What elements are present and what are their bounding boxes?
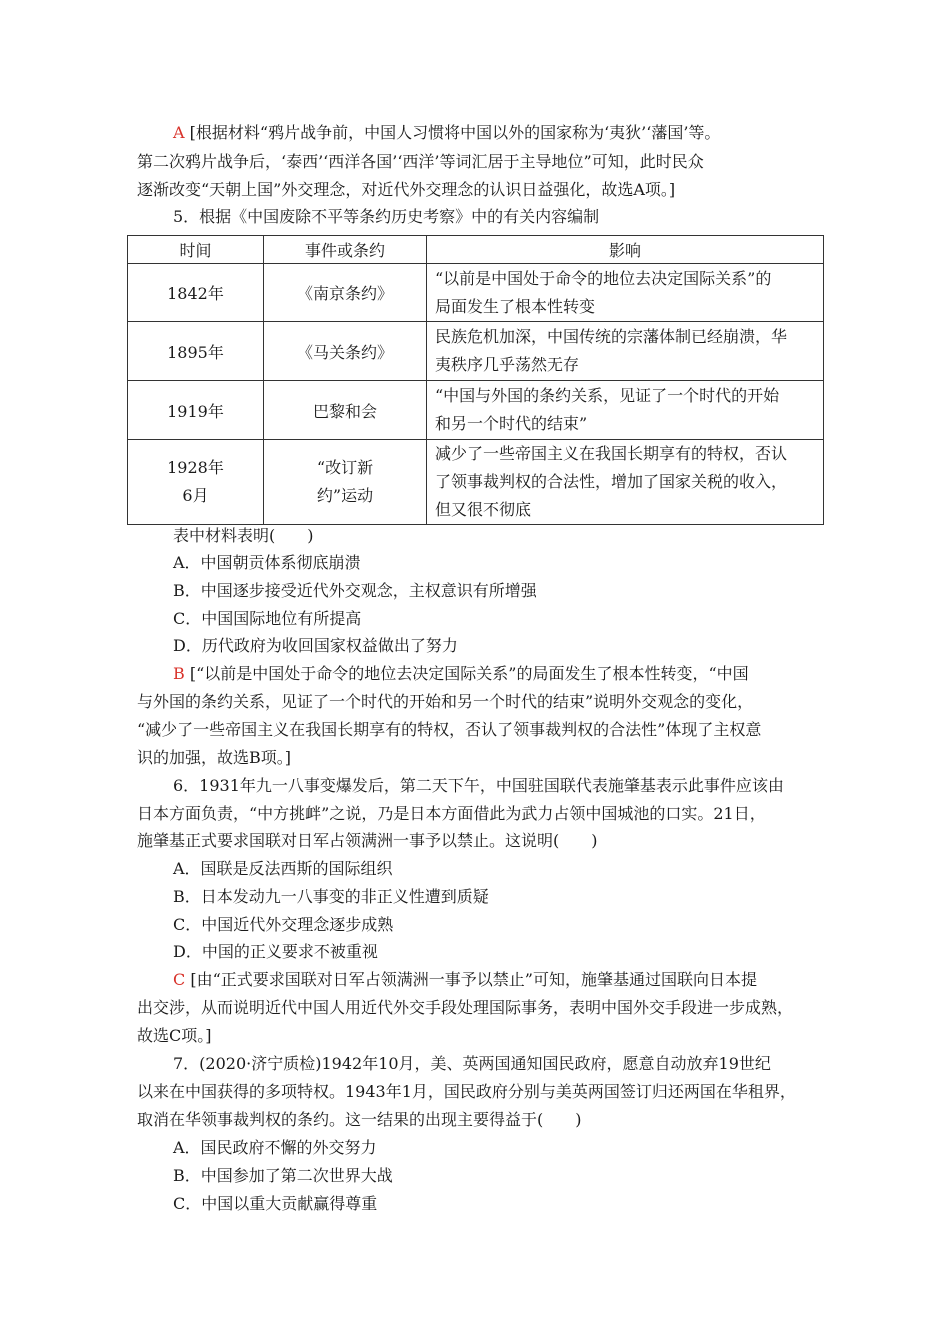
q5-answer-line-1 [173, 664, 827, 684]
impact-cell [427, 440, 824, 525]
q5-answer-line-3: “减少了一些帝国主义在我国长期享有的特权，否认了领事裁判权的合法性”体现了主权意 [137, 720, 762, 739]
impact-text: 局面发生了根本性转变 [435, 296, 596, 316]
event-text: “改订新 [316, 458, 374, 477]
time-text: 1895年 [167, 342, 224, 362]
q4-answer-line-3: 逐渐改变“天朝上国”外交理念，对近代外交理念的认识日益强化，故选A项。] [137, 180, 676, 199]
table-row [128, 264, 824, 322]
q6-answer-line-1 [173, 970, 827, 990]
q5-option-a: A．中国朝贡体系彻底崩溃 [173, 553, 361, 572]
answer-text: [由“正式要求国联对日军占领满洲一事予以禁止”可知，施肇基通过国联向日本提 [190, 970, 757, 989]
impact-cell [427, 322, 824, 381]
q7-stem-line-2: 以来在中国获得的多项特权。1943年1月，国民政府分别与美英两国签订归还两国在华租界， [137, 1082, 796, 1101]
q4-answer-line-1 [173, 123, 827, 143]
impact-text: “以前是中国处于命令的地位去决定国际关系”的 [435, 268, 772, 288]
time-cell [128, 381, 264, 440]
event-cell [264, 264, 427, 322]
time-text: 1919年 [167, 401, 224, 421]
table-header: 影响 [427, 236, 824, 264]
q6-stem-line-3: 施肇基正式要求国联对日军占领满洲一事予以禁止。这说明( ) [137, 831, 598, 850]
time-cell [128, 264, 264, 322]
q6-option-b: B．日本发动九一八事变的非正义性遭到质疑 [173, 887, 489, 906]
event-text: 约”运动 [316, 486, 374, 505]
time-text: 1928年 [167, 458, 224, 477]
answer-letter: C [173, 970, 186, 989]
q6-answer-line-2: 出交涉，从而说明近代中国人用近代外交手段处理国际事务，表明中国外交手段进一步成熟， [137, 998, 794, 1017]
q5-answer-line-2: 与外国的条约关系，见证了一个时代的开始和另一个时代的结束”说明外交观念的变化， [137, 692, 754, 711]
event-cell [264, 440, 427, 525]
table-row [128, 440, 824, 525]
q4-answer-line-2: 第二次鸦片战争后，‘泰西’‘西洋各国’‘西洋’等词汇居于主导地位”可知，此时民众 [137, 152, 704, 171]
q6-answer-line-3: 故选C项。] [137, 1026, 212, 1045]
table-row [128, 381, 824, 440]
impact-text: 但又很不彻底 [435, 500, 532, 519]
q5-option-d: D．历代政府为收回国家权益做出了努力 [173, 636, 458, 655]
q6-option-a: A．国联是反法西斯的国际组织 [173, 859, 393, 878]
answer-text: [“以前是中国处于命令的地位去决定国际关系”的局面发生了根本性转变，“中国 [189, 664, 749, 683]
q5-answer-line-4: 识的加强，故选B项。] [137, 748, 292, 767]
time-cell [128, 322, 264, 381]
q5-stem: 5．根据《中国废除不平等条约历史考察》中的有关内容编制 [173, 207, 600, 226]
q6-stem-line-1: 6．1931年九一八事变爆发后，第二天下午，中国驻国联代表施肇基表示此事件应该由 [173, 776, 784, 795]
event-text: 巴黎和会 [312, 401, 377, 421]
answer-letter: B [173, 664, 185, 683]
q7-stem-line-3: 取消在华领事裁判权的条约。这一结果的出现主要得益于( ) [137, 1110, 582, 1129]
impact-text: “中国与外国的条约关系，见证了一个时代的开始 [435, 386, 780, 405]
time-text: 6月 [182, 486, 209, 505]
time-text: 1842年 [167, 284, 224, 303]
event-cell [264, 381, 427, 440]
q6-option-c: C．中国近代外交理念逐步成熟 [173, 915, 394, 934]
impact-text: 了领事裁判权的合法性，增加了国家关税的收入， [435, 472, 788, 491]
q6-option-d: D．中国的正义要求不被重视 [173, 942, 378, 961]
table-header: 事件或条约 [264, 236, 427, 264]
answer-letter: A [173, 123, 185, 142]
table-row [128, 322, 824, 381]
q5-option-b: B．中国逐步接受近代外交观念，主权意识有所增强 [173, 581, 537, 600]
q5-question: 表中材料表明( ) [173, 526, 314, 545]
impact-cell [427, 264, 824, 322]
time-cell [128, 440, 264, 525]
event-text: 《马关条约》 [296, 342, 393, 362]
q5-option-c: C．中国国际地位有所提高 [173, 609, 362, 628]
q7-option-b: B．中国参加了第二次世界大战 [173, 1166, 393, 1185]
event-text: 《南京条约》 [296, 284, 393, 303]
q7-stem-line-1: 7．(2020·济宁质检)1942年10月，美、英两国通知国民政府，愿意自动放弃19世纪 [173, 1054, 771, 1073]
q7-option-a: A．国民政府不懈的外交努力 [173, 1138, 377, 1157]
q6-stem-line-2: 日本方面负责，“中方挑衅”之说，乃是日本方面借此为武力占领中国城池的口实。21日， [137, 804, 766, 823]
table-header-row [128, 236, 824, 264]
q7-option-c: C．中国以重大贡献赢得尊重 [173, 1194, 378, 1213]
answer-text: [根据材料“鸦片战争前，中国人习惯将中国以外的国家称为‘夷狄’‘藩国’等。 [189, 123, 721, 142]
impact-text: 减少了一些帝国主义在我国长期享有的特权，否认 [435, 444, 788, 463]
impact-text: 和另一个时代的结束” [435, 414, 588, 433]
impact-cell [427, 381, 824, 440]
impact-text: 夷秩序几乎荡然无存 [435, 355, 580, 374]
q5-table [127, 235, 824, 525]
table-header: 时间 [128, 236, 264, 264]
impact-text: 民族危机加深，中国传统的宗藩体制已经崩溃，华 [435, 327, 788, 346]
event-cell [264, 322, 427, 381]
